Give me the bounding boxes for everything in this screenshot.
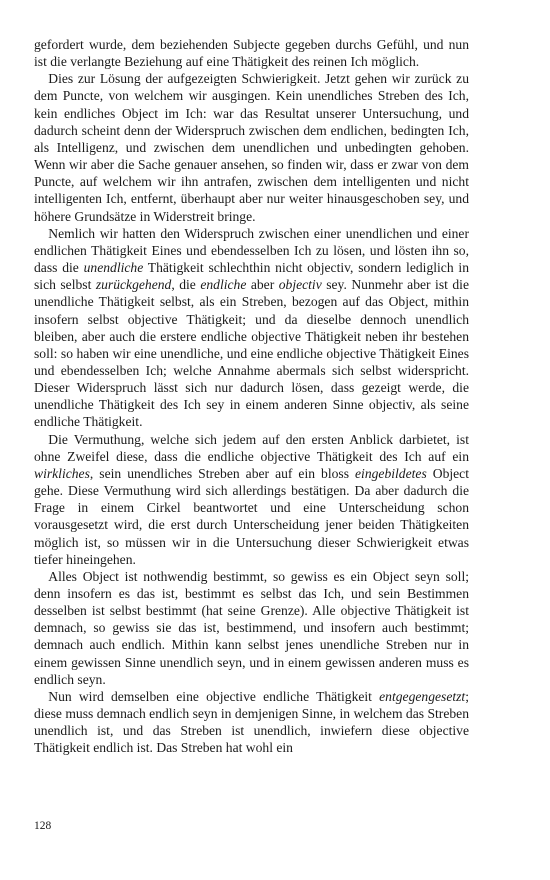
text-run: gefordert wurde, dem beziehenden Subjecte gegeben durchs Gefühl, und nun ist die verlangte Beziehung auf eine Thätigkeit des reinen Ich möglich. bbox=[34, 37, 469, 70]
paragraph bbox=[34, 36, 469, 70]
text-run: Die Vermuthung, welche sich jedem auf den ersten Anblick darbietet, ist ohne Zweifel diese, dass die endliche objective Thätigkeit des Ich auf ein bbox=[34, 431, 469, 464]
paragraph bbox=[34, 568, 469, 688]
text-run: Dies zur Lösung der aufgezeigten Schwierigkeit. Jetzt gehen wir zurück zu dem Puncte, von welchem wir ausgingen. Kein unendliches Streben des Ich, kein endliches Object im Ich: war das Resultat unserer Untersuchung, und dadurch scheint denn der Widerspruch zwischen dem endlichen, bedingten Ich, als Intelligenz, und zwischen dem unendlichen und unbedingten gehoben. Wenn wir aber die Sache genauer ansehen, so finden wir, dass er zwar von dem Puncte, auf welchem wir ihn antrafen, zwischen dem intelligenten und nicht intelligenten Ich, entfernt, überhaupt aber nur weiter hinausgeschoben sey, und höhere Grundsätze in Widerstreit bringe. bbox=[34, 71, 469, 224]
text-run: , sein unendliches Streben aber auf ein bloss bbox=[89, 465, 356, 481]
text-run: Object gehe. Diese Vermuthung wird sich allerdings bestätigen. Da aber dadurch die Frage in einem Cirkel beantwortet und eine Unterscheidung schon vorausgesetzt wird, die erst durch Unterscheidung jener beiden Thätigkeiten möglich ist, so müssen wir in die Untersuchung dieser Schwierigkeit etwas tiefer hineingehen. bbox=[34, 465, 469, 567]
emphasized-text: eingebildetes bbox=[355, 465, 427, 481]
paragraph bbox=[34, 688, 469, 757]
emphasized-text: unendliche bbox=[83, 260, 144, 276]
body-text bbox=[34, 36, 469, 757]
paragraph bbox=[34, 431, 469, 568]
text-run: aber bbox=[246, 277, 279, 293]
emphasized-text: zurückgehend bbox=[95, 277, 172, 293]
emphasized-text: endliche bbox=[200, 277, 247, 293]
emphasized-text: entgegengesetzt bbox=[379, 688, 466, 704]
text-run: ; diese muss demnach endlich seyn in demjenigen Sinne, in welchem das Streben unendlich ist, und das Streben ist unendlich, inwiefern diese objective Thätigkeit endlich ist. Das Streben hat wohl ein bbox=[34, 688, 469, 756]
emphasized-text: objectiv bbox=[278, 277, 322, 293]
text-run: Alles Object ist nothwendig bestimmt, so gewiss es ein Object seyn soll; denn insofern es das ist, bestimmt es selbst das Ich, und sein Bestimmen desselben ist selbst bestimmt (hat seine Grenze). Alle objective Thätigkeit ist demnach, so gewiss sie das ist, bestimmend, und insofern auch bestimmt; demnach auch endlich. Mithin kann selbst jenes unendliche Streben nur in einem gewissen Sinne unendlich seyn, und in einem gewissen anderen muss es endlich seyn. bbox=[34, 568, 469, 687]
page-number: 128 bbox=[34, 820, 52, 832]
text-run: sey. Nunmehr aber ist die unendliche Thätigkeit selbst, als ein Streben, bezogen auf das Object, mithin insofern selbst objective Thätigkeit; und da dieselbe dennoch unendlich bleiben, aber auch die erstere endliche objective Thätigkeit neben ihr bestehen soll: so haben wir eine unendliche, und eine endliche objective Thätigkeit Eines und ebendesselben Ich; welche Annahme abermals sich selbst widerspricht. Dieser Widerspruch lässt sich nur dadurch lösen, dass gezeigt werde, die unendliche Thätigkeit des Ich sey in einem anderen Sinne objectiv, als seine endliche Thätigkeit. bbox=[34, 277, 469, 430]
paragraph bbox=[34, 225, 469, 431]
text-run: , die bbox=[171, 277, 201, 293]
text-run: Thätigkeit schlechthin nicht objectiv, sondern lediglich in sich selbst bbox=[34, 260, 469, 293]
text-run: Nun wird demselben eine objective endliche Thätigkeit bbox=[48, 688, 380, 704]
text-run: Nemlich wir hatten den Widerspruch zwischen einer unendlichen und einer endlichen Thätigkeit Eines und ebendesselben Ich zu lösen, und lösten ihn so, dass die bbox=[34, 225, 469, 276]
emphasized-text: wirkliches bbox=[34, 465, 90, 481]
paragraph bbox=[34, 70, 469, 224]
